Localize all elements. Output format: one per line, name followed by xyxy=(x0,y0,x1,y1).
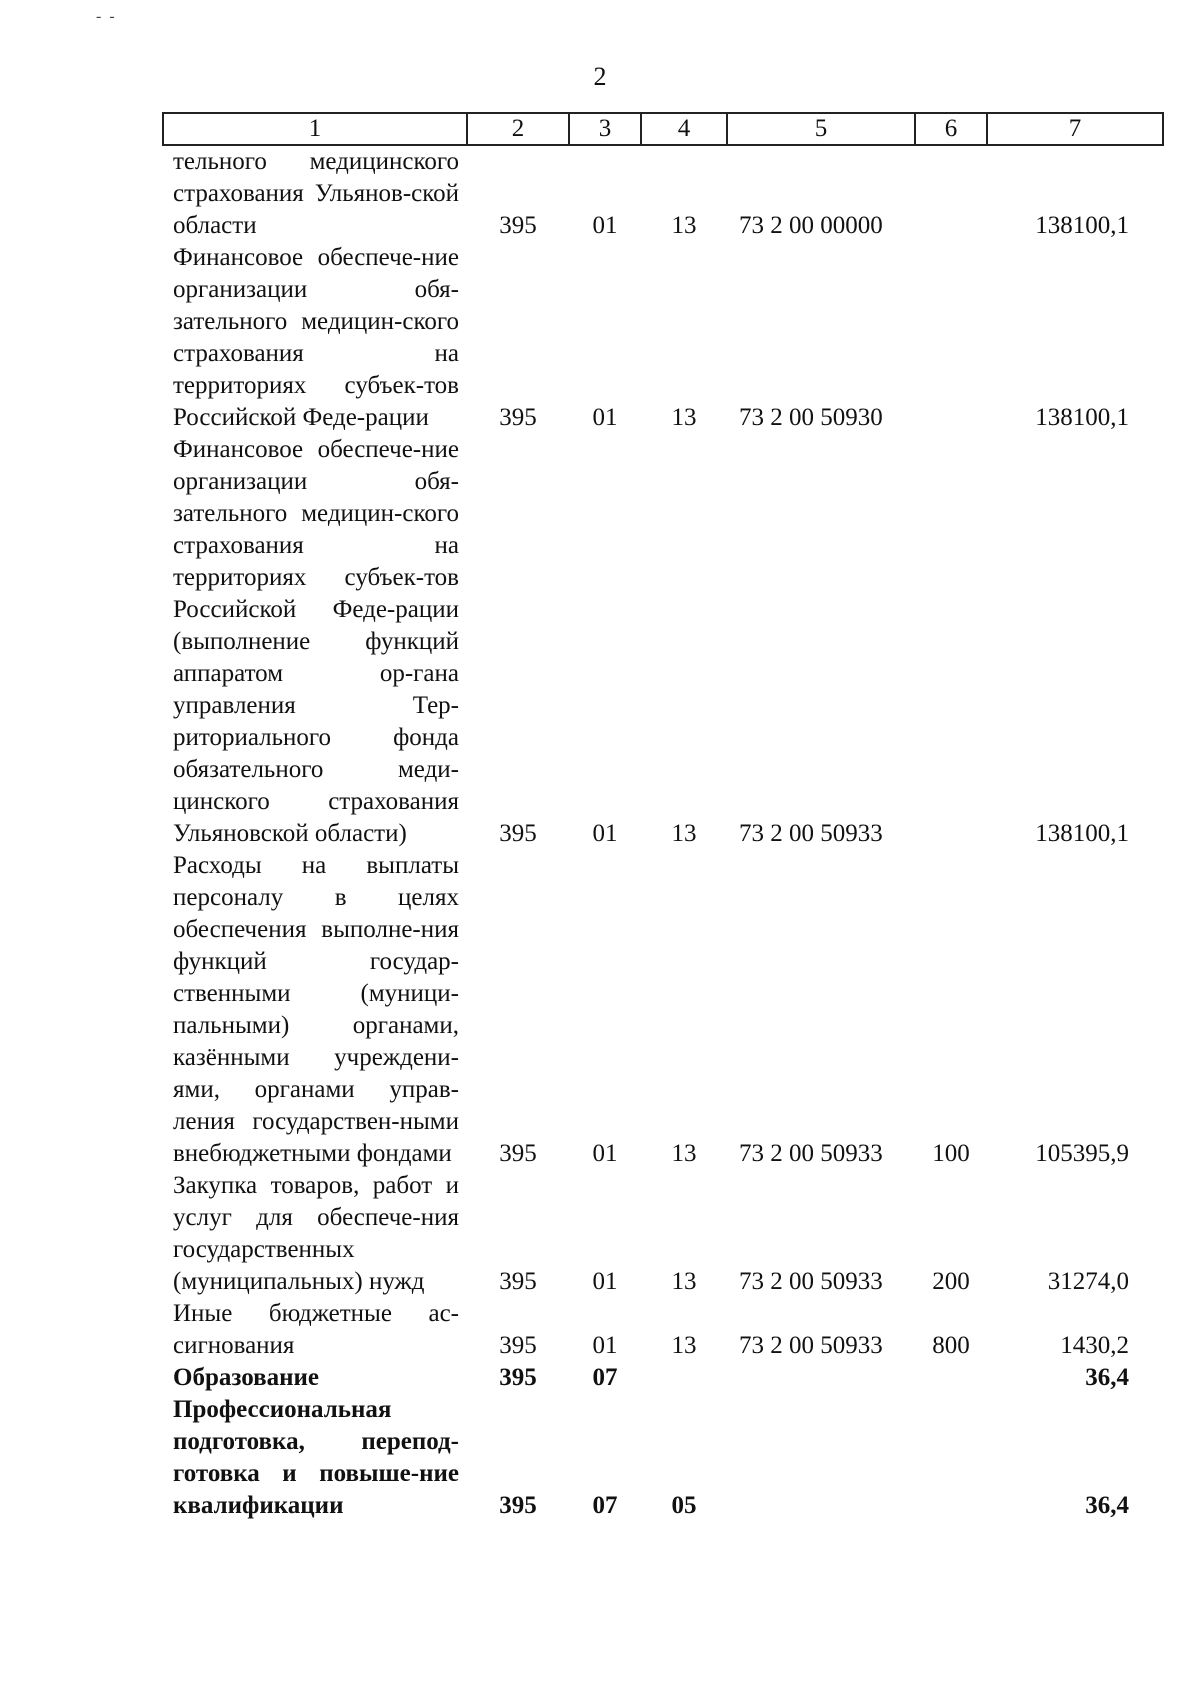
header-col-2: 2 xyxy=(467,113,569,145)
row-expense-type xyxy=(915,242,987,434)
header-col-6: 6 xyxy=(915,113,987,145)
table-row xyxy=(163,242,1163,434)
header-col-4: 4 xyxy=(641,113,727,145)
row-admin-code: 395 xyxy=(499,1268,537,1295)
row-amount: 138100,1 xyxy=(1035,404,1129,431)
row-expense-type xyxy=(915,145,987,242)
table-row xyxy=(163,1298,1163,1362)
row-expense-type: 100 xyxy=(932,1140,970,1167)
row-admin-code: 395 xyxy=(499,1492,537,1519)
row-section-code: 07 xyxy=(592,1492,618,1519)
row-amount: 31274,0 xyxy=(1047,1268,1129,1295)
row-name: Финансовое обеспече-ние организации обя-зательного медицин-ского страхования на территориях субъек-тов Российской Феде-рации xyxy=(173,244,459,431)
row-amount: 36,4 xyxy=(1085,1492,1129,1519)
row-target-article xyxy=(727,1394,915,1522)
table-row xyxy=(163,1394,1163,1522)
row-amount: 105395,9 xyxy=(1035,1140,1129,1167)
row-name: Профессиональная подготовка, перепод-готовка и повыше-ние квалификации xyxy=(173,1396,459,1519)
header-col-1: 1 xyxy=(163,113,467,145)
row-subsection-code: 13 xyxy=(671,1268,697,1295)
row-section-code: 01 xyxy=(592,404,618,431)
header-col-5: 5 xyxy=(727,113,915,145)
table-row xyxy=(163,1362,1163,1394)
row-expense-type xyxy=(915,434,987,850)
row-target-article xyxy=(727,1362,915,1394)
row-admin-code: 395 xyxy=(499,1332,537,1359)
row-subsection-code: 13 xyxy=(671,820,697,847)
row-target-article: 73 2 00 50930 xyxy=(739,404,883,431)
row-subsection-code: 13 xyxy=(671,404,697,431)
row-section-code: 01 xyxy=(592,1268,618,1295)
row-section-code: 01 xyxy=(592,212,618,239)
row-name: тельного медицинского страхования Ульянов-ской области xyxy=(173,148,459,239)
corner-mark: - - xyxy=(96,8,117,25)
row-subsection-code: 05 xyxy=(671,1492,697,1519)
row-section-code: 01 xyxy=(592,820,618,847)
row-subsection-code: 13 xyxy=(671,1140,697,1167)
row-admin-code: 395 xyxy=(499,1364,537,1391)
row-name: Иные бюджетные ас-сигнования xyxy=(173,1300,459,1359)
row-admin-code: 395 xyxy=(499,1140,537,1167)
table-row xyxy=(163,434,1163,850)
row-subsection-code: 13 xyxy=(671,1332,697,1359)
row-amount: 36,4 xyxy=(1085,1364,1129,1391)
row-name: Финансовое обеспече-ние организации обя-зательного медицин-ского страхования на территориях субъек-тов Российской Феде-рации (выполнение функций аппаратом ор-гана управления Тер-риториального фонда обязательного меди-цинского страхования Ульяновской области) xyxy=(173,436,459,847)
row-target-article: 73 2 00 50933 xyxy=(739,820,883,847)
row-amount: 138100,1 xyxy=(1035,820,1129,847)
budget-table xyxy=(162,112,1164,1522)
row-section-code: 01 xyxy=(592,1332,618,1359)
table-header xyxy=(163,113,1163,145)
row-section-code: 07 xyxy=(592,1364,618,1391)
row-subsection-code xyxy=(641,1362,727,1394)
row-subsection-code: 13 xyxy=(671,212,697,239)
row-name: Образование xyxy=(173,1364,320,1391)
table-row xyxy=(163,1170,1163,1298)
row-target-article: 73 2 00 50933 xyxy=(739,1268,883,1295)
row-target-article: 73 2 00 00000 xyxy=(739,212,883,239)
header-col-7: 7 xyxy=(987,113,1163,145)
row-expense-type: 800 xyxy=(932,1332,970,1359)
row-amount: 1430,2 xyxy=(1060,1332,1129,1359)
header-row xyxy=(163,113,1163,145)
page-number: 2 xyxy=(593,62,607,91)
row-name: Закупка товаров, работ и услуг для обеспече-ния государственных (муниципальных) нужд xyxy=(173,1172,459,1295)
table-row xyxy=(163,145,1163,242)
row-target-article: 73 2 00 50933 xyxy=(739,1140,883,1167)
row-expense-type: 200 xyxy=(932,1268,970,1295)
row-section-code: 01 xyxy=(592,1140,618,1167)
row-target-article: 73 2 00 50933 xyxy=(739,1332,883,1359)
row-expense-type xyxy=(915,1394,987,1522)
row-expense-type xyxy=(915,1362,987,1394)
table-row xyxy=(163,850,1163,1170)
row-admin-code: 395 xyxy=(499,404,537,431)
row-amount: 138100,1 xyxy=(1035,212,1129,239)
row-admin-code: 395 xyxy=(499,212,537,239)
row-name: Расходы на выплаты персоналу в целях обеспечения выполне-ния функций государ-ственными (муници-пальными) органами, казёнными учреждени-ями, органами управ-ления государствен-ными внебюджетными фондами xyxy=(173,852,459,1167)
row-admin-code: 395 xyxy=(499,820,537,847)
header-col-3: 3 xyxy=(569,113,641,145)
table-body xyxy=(163,145,1163,1522)
